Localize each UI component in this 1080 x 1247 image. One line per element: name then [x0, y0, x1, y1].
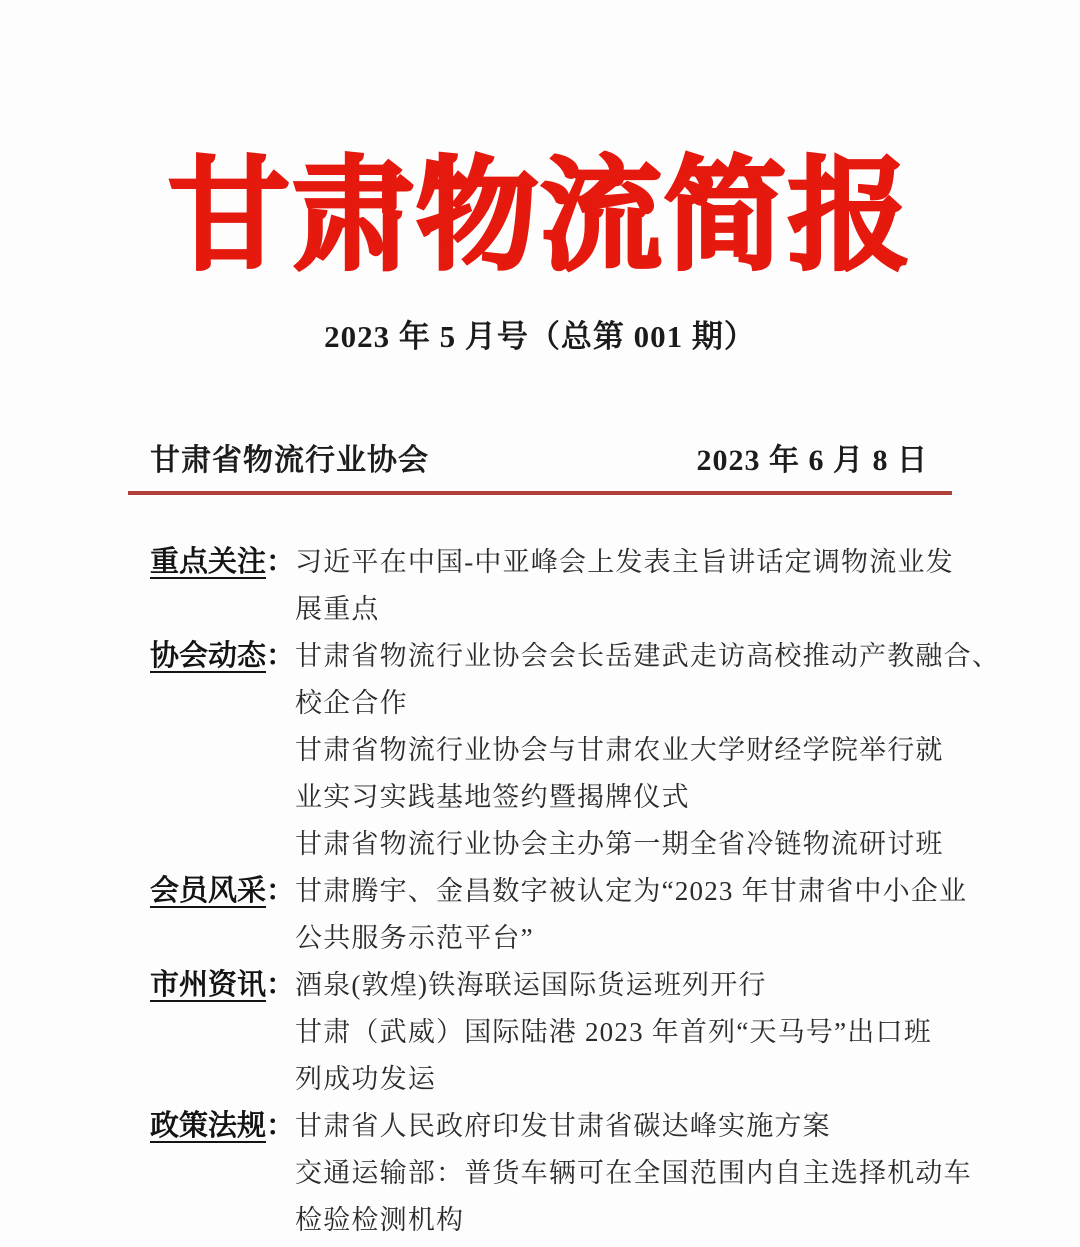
section-label: [150, 1103, 295, 1150]
toc-line: 习近平在中国-中亚峰会上发表主旨讲话定调物流业发: [295, 547, 954, 577]
section-label-text: 重点关注: [150, 546, 267, 578]
toc-line: 业实习实践基地签约暨揭牌仪式: [295, 782, 690, 812]
toc-line: 检验检测机构: [295, 1205, 465, 1235]
toc-line: 校企合作: [295, 688, 408, 718]
toc-line: 列成功发运: [295, 1064, 437, 1094]
toc-line: 甘肃腾宇、金昌数字被认定为“2023 年甘肃省中小企业: [295, 876, 968, 906]
section-lines: [295, 1103, 972, 1244]
toc-line: 展重点: [295, 594, 380, 624]
toc-line: 甘肃省物流行业协会主办第一期全省冷链物流研讨班: [295, 829, 944, 859]
issue-number-line: 2023 年 5 月号（总第 001 期）: [324, 319, 756, 354]
publisher-name: 甘肃省物流行业协会: [150, 444, 429, 477]
section-label: [150, 868, 295, 915]
section-label: [150, 633, 295, 680]
section-label: [150, 539, 295, 586]
section-label-colon: ：: [266, 875, 296, 907]
section-label-text: 会员风采: [150, 875, 267, 907]
contents-list: [150, 539, 1001, 1244]
issue-date: 2023 年 6 月 8 日: [696, 444, 928, 477]
newsletter-title: 甘肃物流简报: [168, 148, 912, 284]
toc-line: 酒泉(敦煌)铁海联运国际货运班列开行: [295, 970, 767, 1000]
section-key-focus: [150, 539, 960, 633]
section-label-text: 政策法规: [150, 1110, 267, 1142]
section-label: [150, 962, 295, 1009]
masthead: [150, 445, 928, 477]
section-association-news: [150, 633, 1001, 868]
section-lines: [295, 539, 960, 633]
section-member-highlights: [150, 868, 968, 962]
section-city-news: [150, 962, 960, 1103]
toc-line: 交通运输部：普货车辆可在全国范围内自主选择机动车: [295, 1158, 972, 1188]
toc-line: 甘肃（武威）国际陆港 2023 年首列“天马号”出口班: [295, 1017, 932, 1047]
toc-line: 甘肃省人民政府印发甘肃省碳达峰实施方案: [295, 1111, 831, 1141]
section-label-colon: ：: [266, 969, 296, 1001]
section-policies-regulations: [150, 1103, 972, 1244]
section-label-text: 市州资讯: [150, 969, 267, 1001]
section-label-text: 协会动态: [150, 640, 267, 672]
red-divider-rule: [128, 491, 952, 495]
section-label-colon: ：: [266, 1110, 296, 1142]
section-label-colon: ：: [266, 546, 296, 578]
section-label-colon: ：: [266, 640, 296, 672]
toc-line: 甘肃省物流行业协会会长岳建武走访高校推动产教融合、: [295, 641, 1001, 671]
section-lines: [295, 962, 960, 1103]
toc-line: 甘肃省物流行业协会与甘肃农业大学财经学院举行就: [295, 735, 944, 765]
section-lines: [295, 633, 1001, 868]
toc-line: 公共服务示范平台”: [295, 923, 534, 953]
section-lines: [295, 868, 968, 962]
